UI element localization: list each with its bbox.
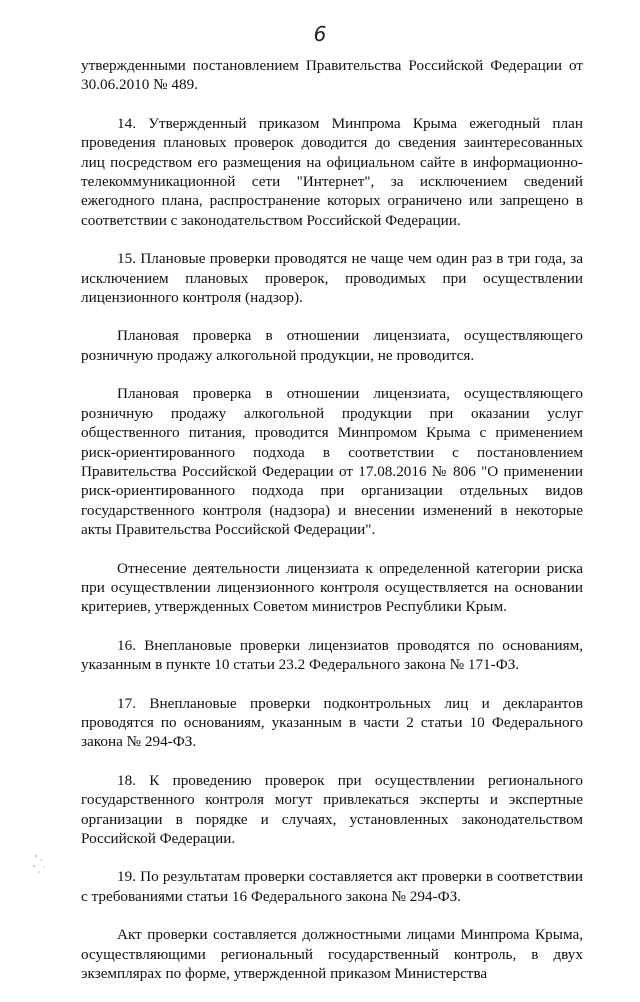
paragraph-15-note-risk: Отнесение деятельности лицензиата к определенной категории риска при осуществлении лицензионного контроля осуществляется на основании критериев, утвержденных Советом министров Республики Крым.: [81, 559, 583, 616]
page-number: 6: [313, 22, 327, 46]
paragraph-16: 16. Внеплановые проверки лицензиатов проводятся по основаниям, указанным в пункте 10 статьи 23.2 Федерального закона № 171-ФЗ.: [81, 636, 583, 674]
paragraph-continuation: утвержденными постановлением Правительства Российской Федерации от 30.06.2010 № 489.: [81, 57, 583, 94]
paragraph-17: 17. Внеплановые проверки подконтрольных лиц и декларантов проводятся по основаниям, указанным в части 2 статьи 10 Федерального закона № 294-ФЗ.: [81, 694, 583, 751]
paragraph-19-act: Акт проверки составляется должностными лицами Минпрома Крыма, осуществляющими региональный государственный контроль, в двух экземплярах по форме, утвержденной приказом Министерства: [81, 926, 583, 983]
paragraph-14: 14. Утвержденный приказом Минпрома Крыма ежегодный план проведения плановых проверок доводится до сведения заинтересованных лиц посредством его размещения на официальном сайте в информационно-телекоммуникационной сети "Интернет", за исключением сведений ежегодного плана, распространение которых ограничено или запрещено в соответствии с законодательством Российской Федерации.: [81, 114, 583, 229]
paragraph-19: 19. По результатам проверки составляется акт проверки в соответствии с требованиями статьи 16 Федерального закона № 294-ФЗ.: [81, 868, 583, 905]
paragraph-15-note-retail: Плановая проверка в отношении лицензиата, осуществляющего розничную продажу алкогольной продукции, не проводится.: [81, 327, 583, 364]
scan-specks: [30, 850, 60, 890]
paragraph-15: 15. Плановые проверки проводятся не чаще чем один раз в три года, за исключением плановых проверок, проводимых при осуществлении лицензионного контроля (надзор).: [81, 250, 583, 307]
paragraph-18: 18. К проведению проверок при осуществлении регионального государственного контроля могут привлекаться эксперты и экспертные организации в порядке и случаях, установленных законодательством Российской Федерации.: [81, 771, 583, 847]
document-body: [81, 56, 583, 1002]
paragraph-15-note-catering: Плановая проверка в отношении лицензиата, осуществляющего розничную продажу алкогольной продукции при оказании услуг общественного питания, проводится Минпромом Крыма с применением риск-ориентированного подхода в соответствии с постановлением Правительства Российской Федерации от 17.08.2016 № 806 "О применении риск-ориентированного подхода при организации отдельных видов государственного контроля (надзора) и внесении изменений в некоторые акты Правительства Российской Федерации".: [81, 385, 583, 539]
